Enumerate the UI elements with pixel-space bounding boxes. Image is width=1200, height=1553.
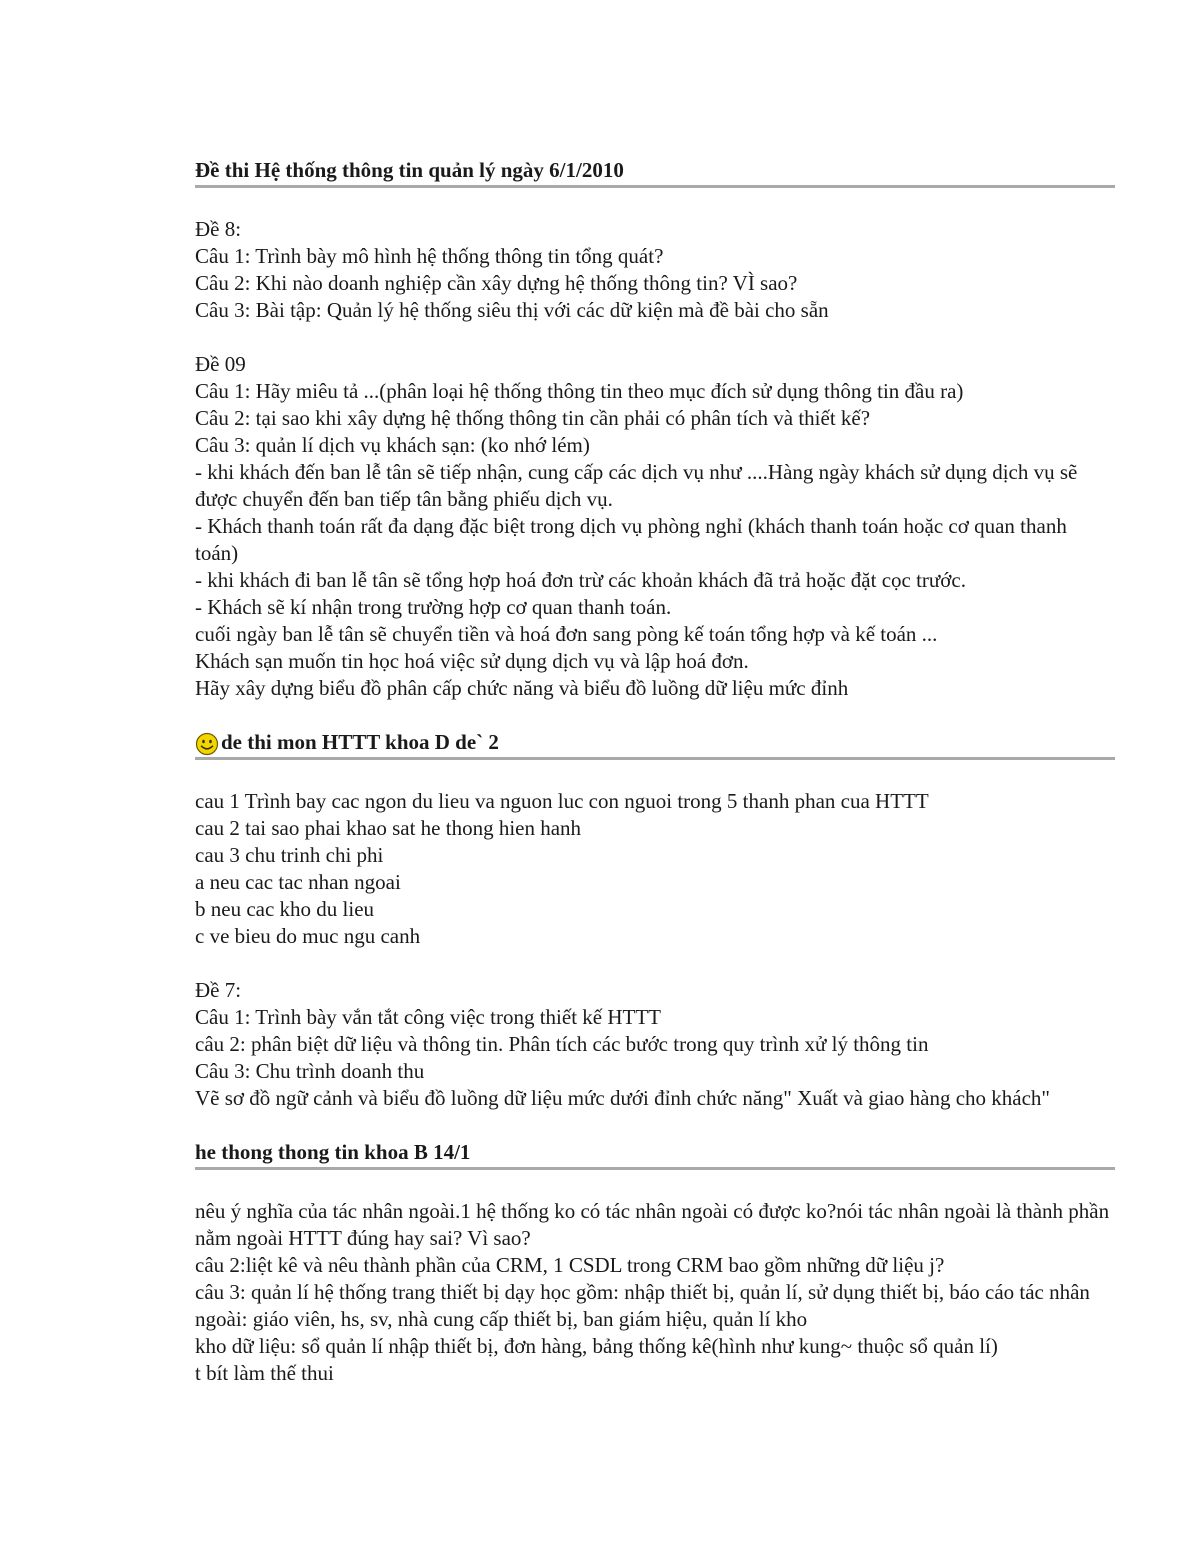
question-line: Câu 2: tại sao khi xây dựng hệ thống thông tin cần phải có phân tích và thiết kế? <box>195 406 871 430</box>
exam-heading: Đề 09 <box>195 352 246 376</box>
question-block <box>195 977 1115 1112</box>
section-title <box>195 1139 1115 1170</box>
question-line: câu 2:liệt kê và nêu thành phần của CRM, 1 CSDL trong CRM bao gồm những dữ liệu j? <box>195 1253 945 1277</box>
question-block <box>195 351 1115 702</box>
question-line: Khách sạn muốn tin học hoá việc sử dụng dịch vụ và lập hoá đơn. <box>195 649 749 673</box>
question-block <box>195 1198 1115 1387</box>
question-line: b neu cac kho du lieu <box>195 897 375 921</box>
question-line: Câu 3: Bài tập: Quản lý hệ thống siêu thị với các dữ kiện mà đề bài cho sẵn <box>195 298 829 322</box>
section-httt-khoa-b <box>195 1139 1115 1387</box>
question-line: cau 3 chu trinh chi phi <box>195 843 384 867</box>
question-line: - khi khách đến ban lễ tân sẽ tiếp nhận, cung cấp các dịch vụ như ....Hàng ngày khách sử dụng dịch vụ sẽ được chuyển đến ban tiếp tân bằng phiếu dịch vụ. <box>195 460 1078 511</box>
question-line: câu 2: phân biệt dữ liệu và thông tin. Phân tích các bước trong quy trình xử lý thông tin <box>195 1032 929 1056</box>
question-line: a neu cac tac nhan ngoai <box>195 870 401 894</box>
section-httt-khoa-d <box>195 729 1115 1139</box>
question-line: cuối ngày ban lễ tân sẽ chuyển tiền và hoá đơn sang pòng kế toán tổng hợp và kế toán ... <box>195 622 938 646</box>
question-line: - Khách thanh toán rất đa dạng đặc biệt trong dịch vụ phòng nghỉ (khách thanh toán hoặc cơ quan thanh toán) <box>195 514 1067 565</box>
question-line: Hãy xây dựng biểu đồ phân cấp chức năng và biểu đồ luồng dữ liệu mức đỉnh <box>195 676 849 700</box>
question-block <box>195 216 1115 324</box>
question-line: Câu 3: Chu trình doanh thu <box>195 1059 425 1083</box>
question-line: Câu 1: Hãy miêu tả ...(phân loại hệ thống thông tin theo mục đích sử dụng thông tin đầu ra) <box>195 379 964 403</box>
question-line: cau 2 tai sao phai khao sat he thong hien hanh <box>195 816 582 840</box>
section-title <box>195 157 1115 188</box>
section-title-text: Đề thi Hệ thống thông tin quản lý ngày 6/1/2010 <box>195 158 624 182</box>
question-line: Câu 1: Trình bày vắn tắt công việc trong thiết kế HTTT <box>195 1005 661 1029</box>
question-line: Câu 3: quản lí dịch vụ khách sạn: (ko nhớ lém) <box>195 433 590 457</box>
section-exam-2010 <box>195 157 1115 729</box>
section-title-text: de thi mon HTTT khoa D de` 2 <box>221 730 499 754</box>
question-line: Câu 1: Trình bày mô hình hệ thống thông tin tổng quát? <box>195 244 664 268</box>
section-title <box>195 729 1115 760</box>
question-line: t bít làm thế thui <box>195 1361 334 1385</box>
question-line: nêu ý nghĩa của tác nhân ngoài.1 hệ thống ko có tác nhân ngoài có được ko?nói tác nhân ngoài là thành phần nằm ngoài HTTT đúng hay sai? Vì sao? <box>195 1199 1110 1250</box>
question-line: cau 1 Trình bay cac ngon du lieu va nguon luc con nguoi trong 5 thanh phan cua HTTT <box>195 789 929 813</box>
question-line: - Khách sẽ kí nhận trong trường hợp cơ quan thanh toán. <box>195 595 672 619</box>
question-line: Câu 2: Khi nào doanh nghiệp cần xây dựng hệ thống thông tin? VÌ sao? <box>195 271 798 295</box>
question-line: câu 3: quản lí hệ thống trang thiết bị dạy học gồm: nhập thiết bị, quản lí, sử dụng thiết bị, báo cáo tác nhân ngoài: giáo viên, hs, sv, nhà cung cấp thiết bị, ban giám hiệu, quản lí kho <box>195 1280 1090 1331</box>
section-title-text: he thong thong tin khoa B 14/1 <box>195 1140 471 1164</box>
smiley-face-icon <box>195 732 219 756</box>
question-line: c ve bieu do muc ngu canh <box>195 924 421 948</box>
exam-heading: Đề 8: <box>195 217 242 241</box>
question-line: - khi khách đi ban lễ tân sẽ tổng hợp hoá đơn trừ các khoản khách đã trả hoặc đặt cọc trước. <box>195 568 966 592</box>
question-line: Vẽ sơ đồ ngữ cảnh và biểu đồ luồng dữ liệu mức dưới đỉnh chức năng" Xuất và giao hàng cho khách" <box>195 1086 1050 1110</box>
exam-heading: Đề 7: <box>195 978 242 1002</box>
question-block <box>195 788 1115 950</box>
question-line: kho dữ liệu: sổ quản lí nhập thiết bị, đơn hàng, bảng thống kê(hình như kung~ thuộc sổ quản lí) <box>195 1334 998 1358</box>
document-page <box>195 157 1115 1387</box>
